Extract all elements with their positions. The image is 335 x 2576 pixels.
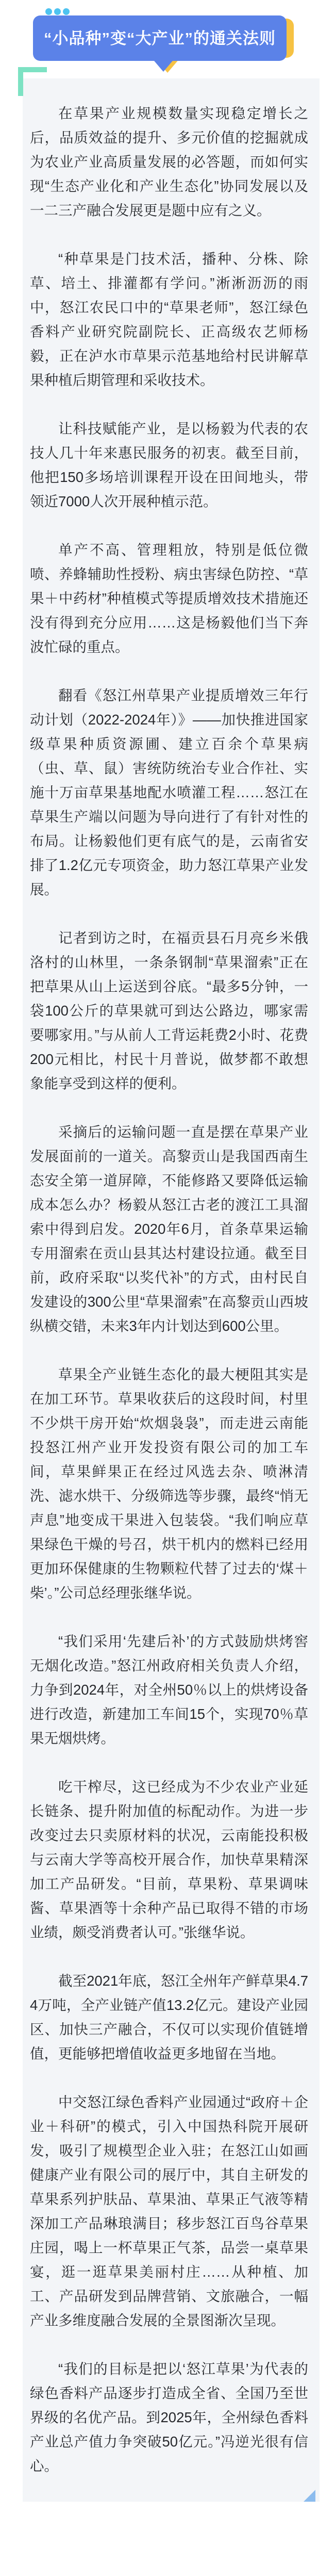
article-body [30, 101, 308, 2478]
title-banner-area [0, 0, 335, 78]
article-paragraph: 截至2021年底，怒江全州年产鲜草果4.74万吨，全产业链产值13.2亿元。建设产业园区、加快三产融合，不仅可以实现价值链增值，更能够把增值收益更多地留在当地。 [30, 1973, 308, 2062]
article-paragraph: 记者到访之时，在福贡县石月亮乡米俄洛村的山林里，一条条钢制“草果溜索”正在把草果从山上运送到谷底。“最多5分钟，一袋100公斤的草果就可到达公路边，哪家需要哪家用。”与从前人工背运耗费2小时、花费200元相比，村民十月普说，做梦都不敢想象能享受到这样的便利。 [30, 930, 308, 1091]
article-paragraph: 草果全产业链生态化的最大梗阻其实是在加工环节。草果收获后的这段时间，村里不少烘干房开始“炊烟袅袅”，而走进云南能投怒江州产业开发投资有限公司的加工车间，草果鲜果正在经过风选去杂、喷淋清洗、滤水烘干、分级筛选等步骤，最终“悄无声息”地变成干果进入包装袋。“我们响应草果绿色干燥的号召，烘干机内的燃料已经用更加环保健康的生物颗粒代替了过去的‘煤＋柴’。”公司总经理张继华说。 [30, 1366, 308, 1601]
dot-icon [63, 8, 70, 15]
article-content-box [23, 78, 320, 2502]
article-paragraph: 采摘后的运输问题一直是摆在草果产业发展面前的一道关。高黎贡山是我国西南生态安全第一道屏障，不能修路又要降低运输成本怎么办？杨毅从怒江古老的渡江工具溜索中得到启发。2020年6月，首条草果运输专用溜索在贡山县其达村建设拉通。截至目前，政府采取“以奖代补”的方式，由村民自发建设的300公里“草果溜索”在高黎贡山西坡纵横交错，未来3年内计划达到600公里。 [30, 1124, 308, 1334]
article-paragraph: 中交怒江绿色香料产业园通过“政府＋企业＋科研”的模式，引入中国热科院开展研发，吸引了规模型企业入驻；在怒江山如画健康产业有限公司的展厅中，其自主研发的草果系列护肤品、草果油、草果正气液等精深加工产品琳琅满目；移步怒江百鸟谷草果庄园，喝上一杯草果正气茶，品尝一桌草果宴，逛一逛草果美丽村庄……从种植、加工、产品研发到品牌营销、文旅融合，一幅产业多维度融合发展的全景图渐次呈现。 [30, 2094, 308, 2328]
title-banner [33, 15, 287, 61]
corner-bracket-icon [18, 67, 47, 96]
article-paragraph: “我们的目标是把以‘怒江草果’为代表的绿色香料产品逐步打造成全省、全国乃至世界级的名优产品。到2025年，全州绿色香料产业总产值力争突破50亿元。”冯逆光很有信心。 [30, 2361, 308, 2474]
article-paragraph: 翻看《怒江州草果产业提质增效三年行动计划（2022-2024年）》——加快推进国家级草果种质资源圃、建立百余个草果病（虫、草、鼠）害统防统治专业合作社、实施十万亩草果基地配水喷灌工程……怒江在草果生产端以问题为导向进行了有针对性的布局。让杨毅他们更有底气的是，云南省安排了1.2亿元专项资金，助力怒江草果产业发展。 [30, 687, 308, 897]
article-paragraph: 单产不高、管理粗放，特别是低位微喷、养蜂辅助性授粉、病虫害绿色防控、“草果＋中药材”种植模式等提质增效技术措施还没有得到充分应用……这是杨毅他们当下奔波忙碌的重点。 [30, 542, 308, 655]
article-paragraph: “我们采用‘先建后补’的方式鼓励烘烤窖无烟化改造。”怒江州政府相关负责人介绍，力争到2024年，对全州50％以上的烘烤设备进行改造，新建加工车间15个，实现70％草果无烟烘烤。 [30, 1633, 308, 1746]
article-paragraph: 吃干榨尽，这已经成为不少农业产业延长链条、提升附加值的标配动作。为进一步改变过去只卖原材料的状况，云南能投积极与云南大学等高校开展合作，加快草果精深加工产品研发。“目前，草果粉、草果调味酱、草果酒等十余种产品已取得不错的市场业绩，颇受消费者认可。”张继华说。 [30, 1779, 308, 1940]
article-paragraph: 让科技赋能产业，是以杨毅为代表的农技人几十年来惠民服务的初衷。截至目前，他把150多场培训课程开设在田间地头，带领近7000人次开展种植示范。 [30, 421, 308, 509]
article-paragraph: 在草果产业规模数量实现稳定增长之后，品质效益的提升、多元价值的挖掘就成为农业产业高质量发展的必答题，而如何实现“生态产业化和产业生态化”协同发展以及一二三产融合发展更是题中应有之义。 [30, 105, 308, 218]
corner-fold-icon [304, 2490, 315, 2502]
dot-icon [45, 8, 52, 15]
dots-decoration [45, 8, 70, 15]
article-paragraph: “种草果是门技术活，播种、分株、除草、培土、排灌都有学问。”淅淅沥沥的雨中，怒江农民口中的“草果老师”，怒江绿色香料产业研究院副院长、正高级农艺师杨毅，正在泸水市草果示范基地给村民讲解草果种植后期管理和采收技术。 [30, 251, 308, 388]
page-title: “小品种”变“大产业”的通关法则 [44, 29, 276, 47]
speech-pointer-icon [152, 58, 175, 72]
dot-icon [54, 8, 61, 15]
